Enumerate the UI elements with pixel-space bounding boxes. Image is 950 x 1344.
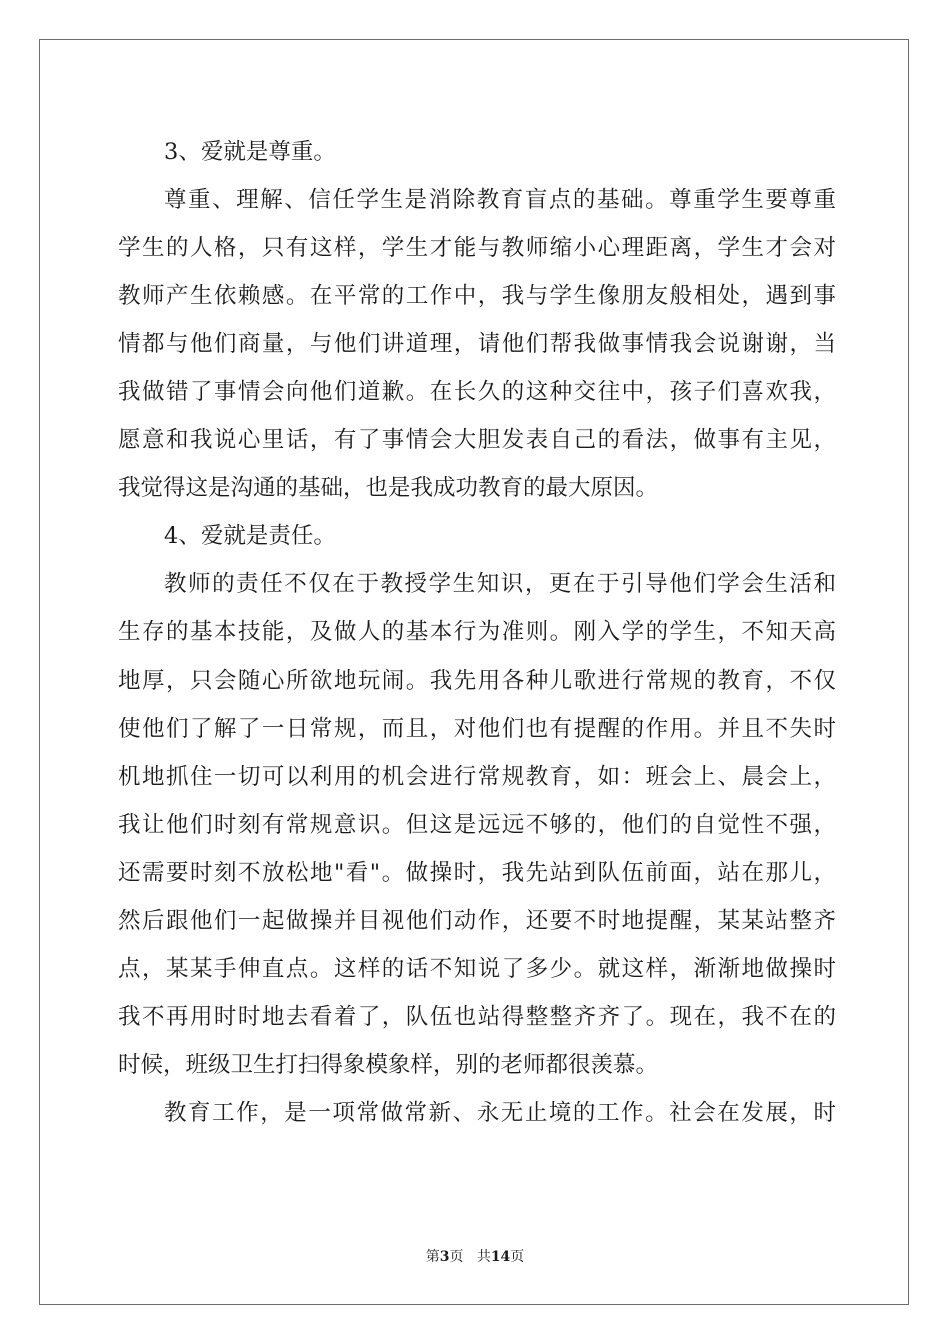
text-line: 然后跟他们一起做操并目视他们动作，还要不时地提醒，某某站整齐: [118, 907, 836, 934]
section-heading-4: 4、爱就是责任。: [164, 523, 336, 550]
text-line: 教师产生依赖感。在平常的工作中，我与学生像朋友般相处，遇到事: [118, 283, 836, 310]
text-line: 我觉得这是沟通的基础，也是我成功教育的最大原因。: [118, 475, 659, 502]
text-line: 教育工作，是一项常做常新、永无止境的工作。社会在发展，时: [164, 1099, 836, 1126]
page-prefix: 第: [425, 1249, 440, 1265]
page-footer: [0, 1246, 950, 1266]
text-line: 生存的基本技能，及做人的基本行为准则。刚入学的学生，不知天高: [118, 619, 836, 646]
page-unit: 页: [449, 1249, 464, 1265]
text-line: 愿意和我说心里话，有了事情会大胆发表自己的看法，做事有主见，: [118, 427, 836, 454]
text-line: 尊重、理解、信任学生是消除教育盲点的基础。尊重学生要尊重: [164, 187, 836, 214]
text-line: 机地抓住一切可以利用的机会进行常规教育，如：班会上、晨会上，: [118, 763, 836, 790]
total-unit: 页: [510, 1249, 525, 1265]
text-line: 点，某某手伸直点。这样的话不知说了多少。就这样，渐渐地做操时: [118, 955, 836, 982]
document-body: [118, 128, 836, 1137]
page-total-number: 14: [490, 1249, 511, 1265]
text-line: 教师的责任不仅在于教授学生知识，更在于引导他们学会生活和: [164, 571, 836, 598]
text-line: 地厚，只会随心所欲地玩闹。我先用各种儿歌进行常规的教育，不仅: [118, 667, 836, 694]
text-line: 情都与他们商量，与他们讲道理，请他们帮我做事情我会说谢谢，当: [118, 331, 836, 358]
text-line: 还需要时刻不放松地"看"。做操时，我先站到队伍前面，站在那儿，: [118, 859, 836, 886]
text-line: 时候，班级卫生打扫得象模象样，别的老师都很羡慕。: [118, 1051, 659, 1078]
total-prefix: 共: [476, 1249, 491, 1265]
section-heading-3: 3、爱就是尊重。: [164, 139, 336, 165]
text-line: 我让他们时刻有常规意识。但这是远远不够的，他们的自觉性不强，: [118, 811, 836, 838]
text-line: 我不再用时时地去看着了，队伍也站得整整齐齐了。现在，我不在的: [118, 1003, 836, 1030]
text-line: 我做错了事情会向他们道歉。在长久的这种交往中，孩子们喜欢我，: [118, 379, 836, 406]
text-line: 使他们了解了一日常规，而且，对他们也有提醒的作用。并且不失时: [118, 715, 836, 742]
text-line: 学生的人格，只有这样，学生才能与教师缩小心理距离，学生才会对: [118, 235, 836, 262]
page-current-number: 3: [439, 1249, 450, 1265]
